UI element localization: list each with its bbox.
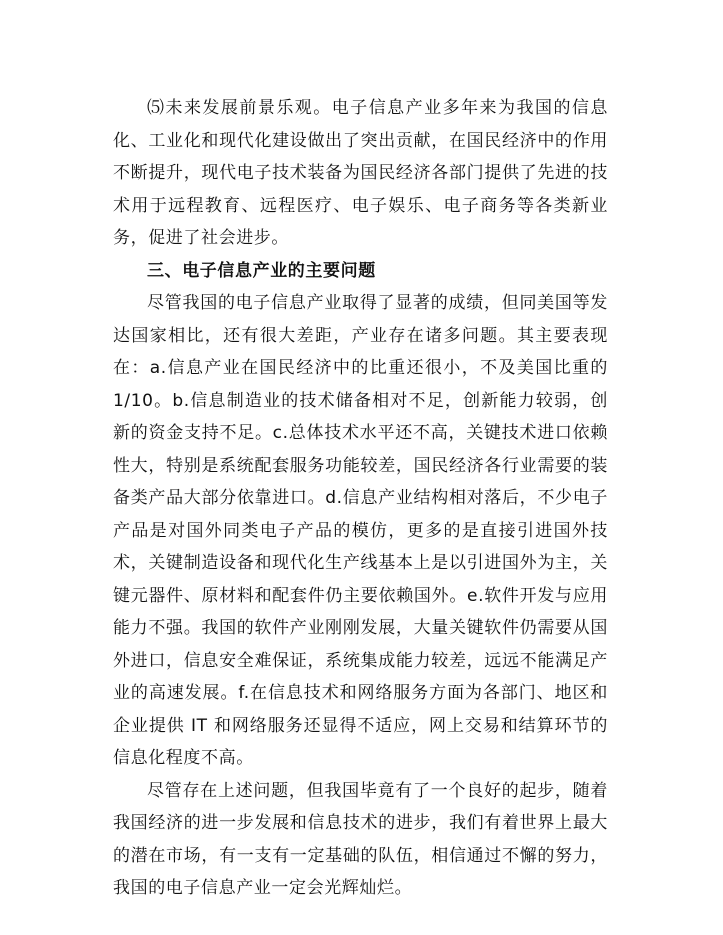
document-body — [113, 92, 608, 905]
paragraph-future-outlook: ⑸未来发展前景乐观。电子信息产业多年来为我国的信息化、工业化和现代化建设做出了突出贡献，在国民经济中的作用不断提升，现代电子技术装备为国民经济各部门提供了先进的技术用于远程教育、远程医疗、电子娱乐、电子商务等各类新业务，促进了社会进步。 — [113, 98, 608, 248]
paragraph-conclusion: 尽管存在上述问题，但我国毕竟有了一个良好的起步，随着我国经济的进一步发展和信息技术的进步，我们有着世界上最大的潜在市场，有一支有一定基础的队伍，相信通过不懈的努力，我国的电子信息产业一定会光辉灿烂。 — [113, 780, 608, 898]
paragraph-main-problems: 尽管我国的电子信息产业取得了显著的成绩，但同美国等发达国家相比，还有很大差距，产业存在诸多问题。其主要表现在：a.信息产业在国民经济中的比重还很小，不及美国比重的 1/10。b.信息制造业的技术储备相对不足，创新能力较弱，创新的资金支持不足。c.总体技术水平还不高，关键技术进口依赖性大，特别是系统配套服务功能较差，国民经济各行业需要的装备类产品大部分依靠进口。d.信息产业结构相对落后，不少电子产品是对国外同类电子产品的模仿，更多的是直接引进国外技术，关键制造设备和现代化生产线基本上是以引进国外为主，关键元器件、原材料和配套件仍主要依赖国外。e.软件开发与应用能力不强。我国的软件产业刚刚发展，大量关键软件仍需要从国外进口，信息安全难保证，系统集成能力较差，远远不能满足产业的高速发展。f.在信息技术和网络服务方面为各部门、地区和企业提供 IT 和网络服务还显得不适应，网上交易和结算环节的信息化程度不高。 — [113, 293, 608, 768]
section-heading: 三、电子信息产业的主要问题 — [147, 260, 376, 281]
